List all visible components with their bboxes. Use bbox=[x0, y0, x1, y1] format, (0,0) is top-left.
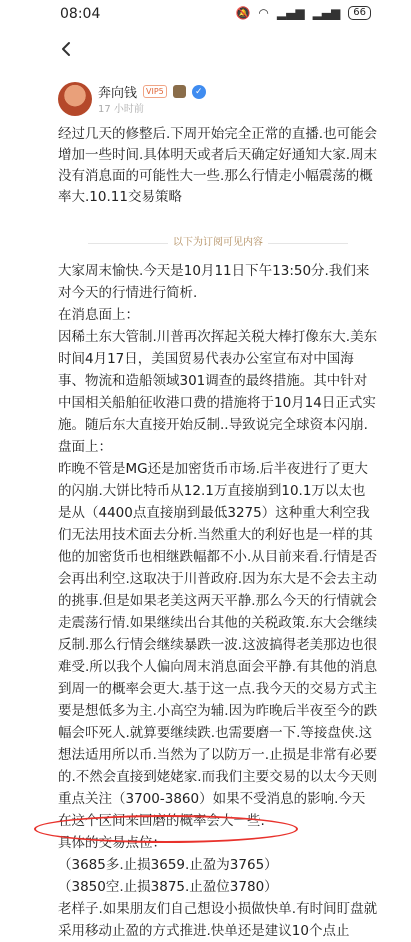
status-icons bbox=[235, 6, 371, 20]
verified-icon: ✓ bbox=[192, 85, 206, 99]
paragraph: 具体的交易点位： bbox=[58, 835, 166, 851]
mute-icon: 🔕 bbox=[235, 6, 251, 20]
paragraph: 在消息面上： bbox=[58, 307, 139, 323]
paragraph: 盘面上： bbox=[58, 439, 112, 455]
status-time: 08:04 bbox=[60, 6, 101, 22]
author-name[interactable]: 奔向钱 bbox=[98, 86, 138, 101]
subscriber-divider bbox=[58, 236, 378, 250]
avatar[interactable] bbox=[58, 82, 92, 116]
divider-label: 以下为订阅可见内容 bbox=[173, 237, 263, 248]
divider-line-right bbox=[268, 243, 348, 244]
author-row bbox=[98, 82, 206, 101]
paragraph: 老样子.如果朋友们自己想设小损做快单.有时间盯盘就采用移动止盈的方式推进.快单还是建议10个点止 bbox=[58, 901, 378, 939]
wifi-icon: ◠ bbox=[258, 6, 269, 20]
status-bar bbox=[0, 0, 411, 30]
chevron-left-icon[interactable] bbox=[58, 40, 76, 58]
post-time: 17 小时前 bbox=[98, 104, 144, 115]
post-intro: 经过几天的修整后.下周开始完全正常的直播.也可能会增加一些时间.具体明天或者后天确定好通知大家.周末没有消息面的可能性大一些.那么行情走小幅震荡的概率大.10.11交易策略 bbox=[58, 126, 378, 205]
medal-icon bbox=[173, 85, 186, 98]
battery-icon: 66 bbox=[348, 6, 371, 20]
signal-icon: ▂▄▆ bbox=[276, 6, 305, 20]
trade-point-short: （3850空.止损3875.止盈位3780） bbox=[58, 879, 278, 895]
paragraph: 大家周末愉快.今天是10月11日下午13:50分.我们来对今天的行情进行简析. bbox=[58, 263, 370, 301]
trade-point-long: （3685多.止损3659.止盈为3765） bbox=[58, 857, 278, 873]
paragraph: 昨晚不管是MG还是加密货币市场.后半夜进行了更大的闪崩.大饼比特币从12.1万直接崩到10.1万以太也是从（4400点直接崩到最低3275）这种重大利空我们无法用技术面去分析.当然重大的利好也是一样的其他的加密货币也相继跌幅都不小.从目前来看.行情是否会再出利空.这取决于川普政府.因为东大是不会去主动的挑事.但是如果老美这两天平静.那么今天的行情就会走震荡行情.如果继续出台其他的关税政策.东大会继续反制.那么行情会继续暴跌一波.这波搞得老美那边也很难受.所以我个人偏向周末消息面会平静.有其他的消息到周一的概率会更大.基于这一点.我今天的交易方式主要是想低多为主.小高空为辅.因为昨晚后半夜至今的跌幅会吓死人.就算要继续跌.也需要磨一下.等接盘侠.这想法适用所以币.当然为了以防万一.止损是非常有必要的.不然会直接到姥姥家.而我们主要交易的以太今天则重点关注（3700-3860）如果不受消息的影响.今天在这个区间来回磨的概率会大一些. bbox=[58, 461, 378, 829]
vip-badge: VIP5 bbox=[143, 85, 167, 98]
highlight-circle-annotation bbox=[34, 815, 298, 843]
signal-icon-2: ▂▄▆ bbox=[312, 6, 341, 20]
paragraph: 因稀土东大管制.川普再次挥起关税大棒打像东大.美东时间4月17日，美国贸易代表办公室宣布对中国海事、物流和造船领域301调查的最终措施。其中针对中国相关船舶征收港口费的措施将于10月14日正式实施。随后东大直接开始反制..导致说完全球资本闪崩. bbox=[58, 329, 378, 433]
